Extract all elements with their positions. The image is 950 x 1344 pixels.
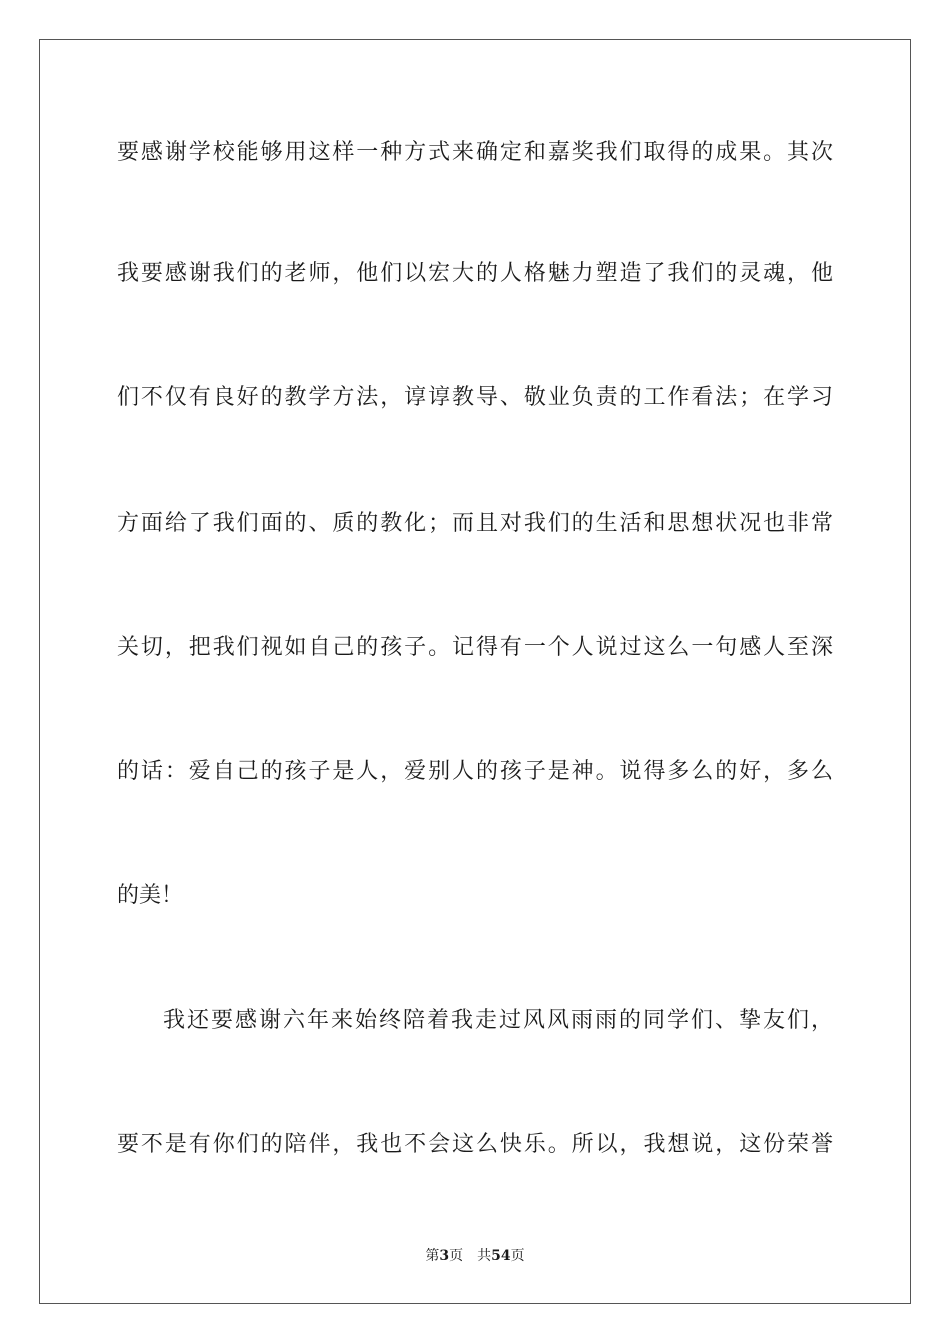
current-page-number: 3 xyxy=(439,1248,450,1264)
page-label-prefix: 第 xyxy=(425,1248,440,1264)
body-text-line: 关切，把我们视如自己的孩子。记得有一个人说过这么一句感人至深 xyxy=(117,635,833,660)
body-text-line: 我要感谢我们的老师，他们以宏大的人格魅力塑造了我们的灵魂，他 xyxy=(117,261,833,286)
body-text-line: 要感谢学校能够用这样一种方式来确定和嘉奖我们取得的成果。其次 xyxy=(117,140,833,165)
body-text-line: 的话：爱自己的孩子是人，爱别人的孩子是神。说得多么的好，多么 xyxy=(117,759,833,784)
page-label-suffix: 页 xyxy=(449,1248,464,1264)
total-label-prefix: 共 xyxy=(477,1248,492,1264)
paragraph-first-line: 我还要感谢六年来始终陪着我走过风风雨雨的同学们、挚友们， xyxy=(163,1008,833,1033)
page-border xyxy=(39,39,911,1304)
body-text-line: 们不仅有良好的教学方法，谆谆教导、敬业负责的工作看法；在学习 xyxy=(117,385,833,410)
total-label-suffix: 页 xyxy=(510,1248,525,1264)
total-pages-number: 54 xyxy=(491,1248,511,1264)
body-text-line: 方面给了我们面的、质的教化；而且对我们的生活和思想状况也非常 xyxy=(117,511,833,536)
body-text-line: 的美！ xyxy=(117,883,184,908)
page-footer xyxy=(0,1246,950,1266)
body-text-line: 要不是有你们的陪伴，我也不会这么快乐。所以，我想说，这份荣誉 xyxy=(117,1132,833,1157)
